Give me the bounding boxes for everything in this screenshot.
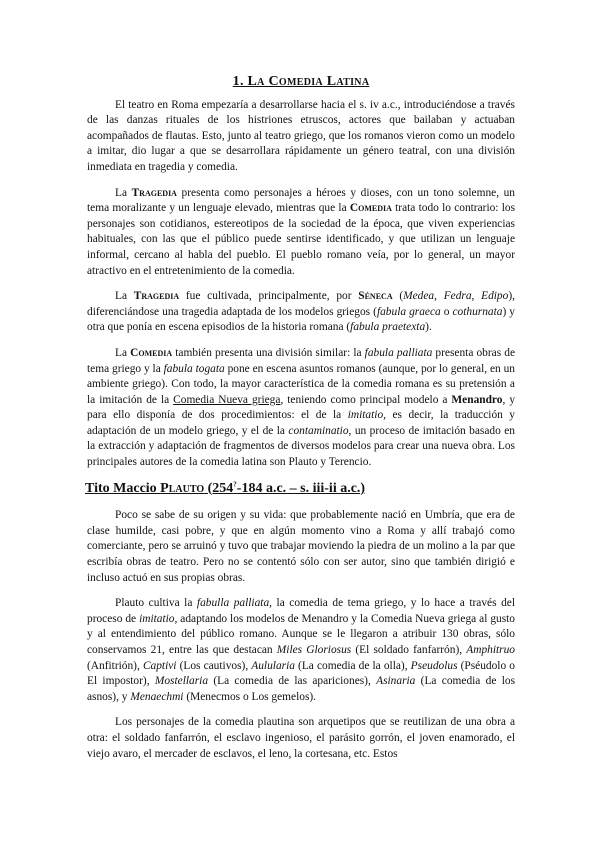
author-seneca: Séneca (358, 290, 393, 303)
term-fabula-graeca: fabula graeca (376, 305, 441, 318)
paragraph-plauto-life: Poco se sabe de su origen y su vida: que probablemente nació en Umbría, que era de clase humilde, casi pobre, y que en algún momento vino a Roma y allí trabajó como comerciante, pero se arruinó y tuvo que trabajar moviendo la piedra de un molino a la par que escribía obras de teatro. Pero no se contentó sólo con ser autor, sino que también dirigió e incluso actuó en sus propias obras. (87, 509, 515, 584)
paragraph-tragedia: La Tragedia fue cultivada, principalmente, por Séneca (Medea, Fedra, Edipo), diferenciándose una tragedia adaptada de los modelos griegos (fabula graeca o cothurnata) y otra que ponía en escena episodios de la historia romana (fabula praetexta). (87, 290, 516, 334)
paragraph-personajes: Los personajes de la comedia plautina son arquetipos que se reutilizan de una obra a otra: el soldado fanfarrón, el esclavo ingenioso, el parásito gorrón, el joven enamorado, el viejo avaro, el mercader de esclavos, el leno, la cortesana, etc. Estos (87, 716, 515, 760)
term-comedia-nueva-griega: Comedia Nueva griega (173, 393, 281, 406)
term-imitatio: imitatio (347, 409, 384, 422)
paragraph-tragedia-comedia: La Tragedia presenta como personajes a héroes y dioses, con un tono solemne, un tema moralizante y un lenguaje elevado, mientras que la Comedia trata todo lo contrario: los personajes son cotidianos, estereotipos de la sociedad de la época, que viven experiencias habituales, con las que el público puede sentirse identificado, y que utilizan un lenguaje informal, cercano al habla del pueblo. El pueblo romano veía, por lo general, un mayor atractivo en el entretenimiento de la comedia. (87, 186, 515, 277)
paragraph-plauto-works: Plauto cultiva la fabulla palliata, la comedia de tema griego, y lo hace a través del proceso de imitatio, adaptando los modelos de Menandro y la Comedia Nueva griega al gusto y al entendimiento del público romano. Aunque se le llegaron a atribuir 130 obras, sólo conservamos 21, entre las que destacan Miles Gloriosus (El soldado fanfarrón), Amphitruo (Anfitrión), Captivi (Los cautivos), Aulularia (La comedia de la olla), Pseudolus (Pséudolo o El impostor), Mostellaria (La comedia de las apariciones), Asinaria (La comedia de los asnos), y Menaechmi (Menecmos o Los gemelos). (87, 597, 516, 703)
page-title (87, 74, 515, 90)
paragraph-comedia: La Comedia también presenta una división similar: la fabula palliata presenta obras de tema griego y la fabula togata pone en escena asuntos romanos (aunque, por lo general, en un ambiente griego). Con todo, la mayor característica de la comedia romana es su pretensión a la imitación de la Comedia Nueva griega, teniendo como principal modelo a Menandro, y para ello disponía de dos procedimientos: el de la imitatio, es decir, la traducción y adaptación de un modelo griego, y el de la contaminatio, un proceso de imitación basado en la extracción y adaptación de fragmentos de diversos modelos para crear una nueva obra. Los principales autores de la comedia latina son Plauto y Terencio. (87, 346, 516, 469)
term-tragedia: Tragedia (133, 290, 180, 303)
section-heading-plauto: Tito Maccio Plauto (254?-184 a.c. – s. iii-ii a.c.) (85, 480, 366, 496)
term-cothurnata: cothurnata (452, 305, 503, 318)
term-contaminatio: contaminatio (288, 424, 349, 437)
term-fabula-praetexta: fabula praetexta (350, 321, 426, 334)
term-tragedia: Tragedia (131, 186, 177, 199)
paragraph-intro: El teatro en Roma empezaría a desarrollarse hacia el s. iv a.c., introduciéndose a través de las danzas rituales de los histriones etruscos, actores que bailaban y actuaban acompañados de flautas. Esto, junto al teatro griego, que los romanos vieron como un modelo a imitar, dio lugar a que se desarrollara rápidamente un género teatral, con una división inmediata en tragedia y comedia. (87, 98, 515, 173)
term-comedia: Comedia (130, 346, 173, 359)
document-page (87, 74, 515, 772)
term-fabula-togata: fabula togata (163, 362, 225, 375)
term-fabula-palliata: fabula palliata (364, 346, 433, 359)
seneca-works: Medea, Fedra, Edipo (403, 290, 509, 303)
term-comedia: Comedia (349, 202, 392, 215)
title-text: 1. La Comedia Latina (232, 74, 370, 89)
author-menandro: Menandro (451, 393, 503, 406)
